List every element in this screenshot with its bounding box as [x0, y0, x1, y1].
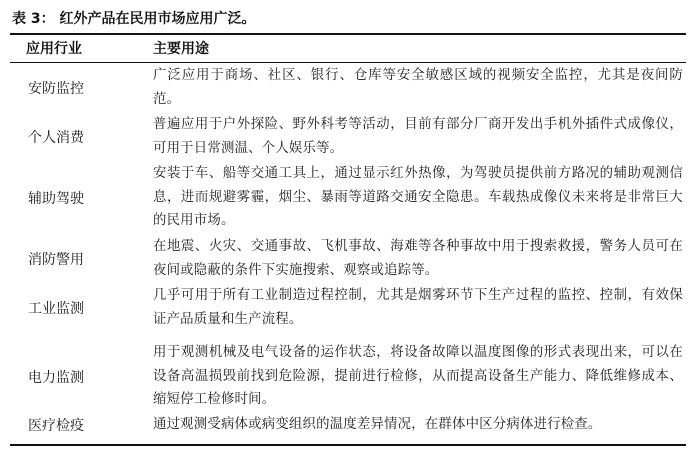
table-caption: 表 3： 红外产品在民用市场应用广泛。 — [12, 11, 256, 27]
usage-cell: 安装于车、船等交通工具上，通过显示红外热像，为驾驶员提供前方路况的辅助观测信息，进而规避雾霾，烟尘、暴雨等道路交通安全隐患。车载热成像仪未来将是非常巨大的民用市场。 — [153, 166, 683, 228]
usage-cell: 普遍应用于户外探险、野外科考等活动，目前有部分厂商开发出手机外插件式成像仪，可用于日常测温、个人娱乐等。 — [153, 117, 683, 156]
table-header-rule — [10, 62, 686, 63]
column-header-industry: 应用行业 — [26, 41, 82, 57]
table-top-rule — [10, 33, 686, 35]
usage-cell: 广泛应用于商场、社区、银行、仓库等安全敏感区域的视频安全监控，尤其是夜间防范。 — [153, 68, 683, 107]
industry-cell: 消防警用 — [28, 252, 84, 268]
industry-cell: 电力监测 — [28, 370, 84, 386]
usage-cell: 用于观测机械及电气设备的运作状态，将设备故障以温度图像的形式表现出来，可以在设备高温损毁前找到危险源，提前进行检修，从而提高设备生产能力、降低维修成本、缩短停工检修时间。 — [153, 345, 683, 407]
column-header-usage: 主要用途 — [153, 41, 209, 57]
table-bottom-rule — [10, 444, 686, 446]
industry-cell: 安防监控 — [28, 81, 84, 97]
industry-cell: 工业监测 — [28, 301, 84, 317]
industry-cell: 辅助驾驶 — [28, 191, 84, 207]
industry-cell: 医疗检疫 — [28, 418, 84, 434]
usage-cell: 在地震、火灾、交通事故、飞机事故、海难等各种事故中用于搜索救援，警务人员可在夜间或隐蔽的条件下实施搜索、观察或追踪等。 — [153, 239, 683, 278]
usage-cell: 通过观测受病体或病变组织的温度差异情况，在群体中区分病体进行检查。 — [153, 417, 602, 432]
usage-cell: 几乎可用于所有工业制造过程控制，尤其是烟雾环节下生产过程的监控、控制，有效保证产品质量和生产流程。 — [153, 288, 683, 327]
industry-cell: 个人消费 — [28, 130, 84, 146]
